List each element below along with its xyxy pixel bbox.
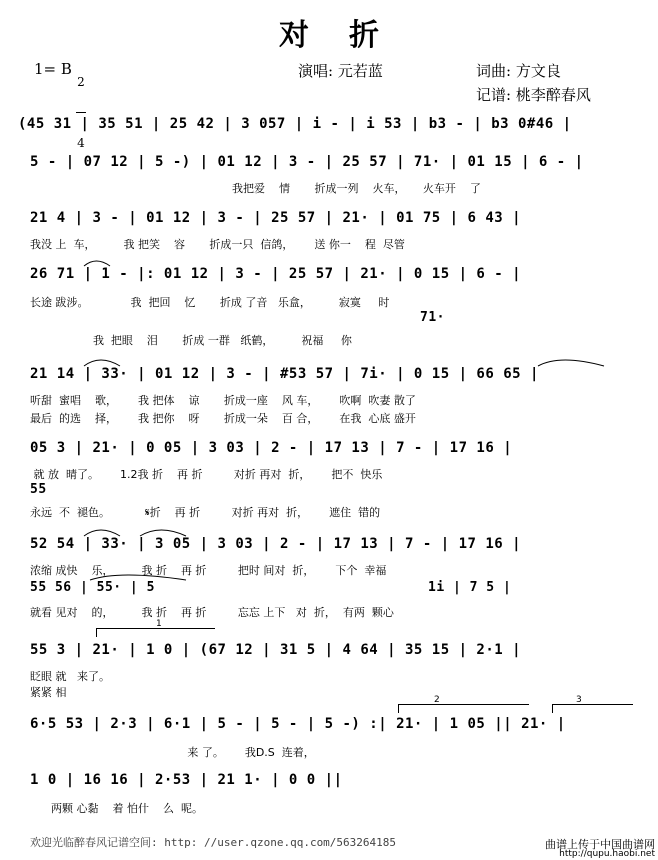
slur-arc bbox=[84, 530, 120, 536]
lyrics-row-4-b: 最后 的选 择， 我 把你 呀 折成一朵 百 合， 在我 心底 盛开 bbox=[30, 412, 416, 425]
lyrics-row-8-a: 来 了。 我D.S 连着， bbox=[30, 746, 315, 759]
time-numerator: 2 bbox=[77, 75, 85, 89]
notation-row-8: 6·5 53 | 2·3 | 6·1 | 5 - | 5 - | 5 -) :| 21· | 1 05 || 21· | bbox=[30, 716, 566, 732]
song-title: 对折 bbox=[279, 18, 419, 53]
notation-row-1: 5 - | 07 12 | 5 -) | 01 12 | 3 - | 25 57 | 71· | 01 15 | 6 - | bbox=[30, 154, 584, 170]
notation-row-6: 52 54 | 33· | 3 05 | 3 03 | 2 - | 17 13 | 7 - | 17 16 | bbox=[30, 536, 522, 552]
notation-row-4: 21 14 | 33· | 01 12 | 3 - | #53 57 | 7i· | 0 15 | 66 65 | bbox=[30, 366, 539, 382]
lyrics-row-7-a: 眨眼 就 来了。 bbox=[30, 670, 110, 683]
lyrics-row-4-a: 听甜 蜜唱 歌， 我 把体 谅 折成一座 风 车， 吹啊 吹妻 散了 bbox=[30, 394, 416, 407]
notation-row-0: (45 31 | 35 51 | 25 42 | 3 057 | i - | i 53 | b3 - | b3 0#46 | bbox=[18, 116, 572, 132]
key-signature: 1= B bbox=[34, 60, 72, 78]
notation-row-3-alt: 71· bbox=[420, 310, 445, 325]
lyrics-row-1-a: 我把爱 情 折成一列 火车， 火车开 了 bbox=[232, 182, 481, 195]
lyrics-row-5-b: 永远 不 褪色。 𝄋折 再 折 对折 再对 折， 遮住 错的 bbox=[30, 506, 381, 519]
lyrics-row-6-a: 浓缩 成快 乐， 我 折 再 折 把时 间对 折， 下个 幸福 bbox=[30, 564, 387, 577]
lyrics-row-7-b: 紧紧 相 bbox=[30, 686, 67, 699]
slur-arc bbox=[140, 530, 186, 536]
notation-row-6-alt: 55 56 | 55· | 5 bbox=[30, 580, 155, 595]
watermark-title: 曲谱上传于中国曲谱网 bbox=[545, 838, 655, 851]
lyrics-row-2-a: 我没 上 车， 我 把笑 容 折成一只 信鸽， 送 你一 程 尽管 bbox=[30, 238, 405, 251]
slur-arc bbox=[90, 575, 186, 580]
notation-row-3: 26 71 | 1 - |: 01 12 | 3 - | 25 57 | 21· | 0 15 | 6 - | bbox=[30, 266, 522, 282]
notation-row-7: 55 3 | 21· | 1 0 | (67 12 | 31 5 | 4 64 | 35 15 | 2·1 | bbox=[30, 642, 522, 658]
notation-row-5: 05 3 | 21· | 0 05 | 3 03 | 2 - | 17 13 | 7 - | 17 16 | bbox=[30, 440, 513, 456]
footer-text: 欢迎光临醉春风记谱空间: http: //user.qzone.qq.com/563264185 bbox=[30, 836, 397, 849]
lyrics-row-9-a: 两颗 心黏 着 怕什 么 呢。 bbox=[30, 802, 203, 815]
slur-arc bbox=[538, 360, 604, 366]
lyrics-row-3-b: 我 把眼 泪 折成 一群 纸鹤， 祝福 你 bbox=[30, 334, 352, 347]
lyrics-row-6-b: 就看 见对 的， 我 折 再 折 忘忘 上下 对 折， 有两 颗心 bbox=[30, 606, 394, 619]
notation-row-9: 1 0 | 16 16 | 2·53 | 21 1· | 0 0 || bbox=[30, 772, 343, 788]
lyrics-row-3-a: 长途 跋涉。 我 把回 忆 折成 了音 乐盒， 寂寞 时 bbox=[30, 296, 390, 309]
composer-credit: 词曲: 方文良 bbox=[476, 62, 561, 80]
third-ending-label: 3 bbox=[576, 695, 582, 705]
lyrics-row-5-a: 就 放 晴了。 1.2我 折 再 折 对折 再对 折， 把不 快乐 bbox=[30, 468, 383, 481]
transcriber-credit: 记谱: 桃李醉春风 bbox=[476, 86, 591, 104]
time-denominator: 4 bbox=[77, 136, 85, 150]
notation-row-5-alt: 55 bbox=[30, 482, 47, 497]
singer-credit: 演唱: 元若蓝 bbox=[298, 62, 383, 80]
notation-row-6-alt2: 1i | 7 5 | bbox=[428, 580, 512, 595]
notation-row-2: 21 4 | 3 - | 01 12 | 3 - | 25 57 | 21· | 01 75 | 6 43 | bbox=[30, 210, 522, 226]
second-ending-label: 2 bbox=[434, 695, 440, 705]
watermark-url: http://qupu.haobi.net bbox=[559, 849, 655, 859]
first-ending-label: 1 bbox=[156, 619, 162, 629]
slur-arc bbox=[84, 360, 120, 366]
slur-arc bbox=[84, 261, 110, 266]
